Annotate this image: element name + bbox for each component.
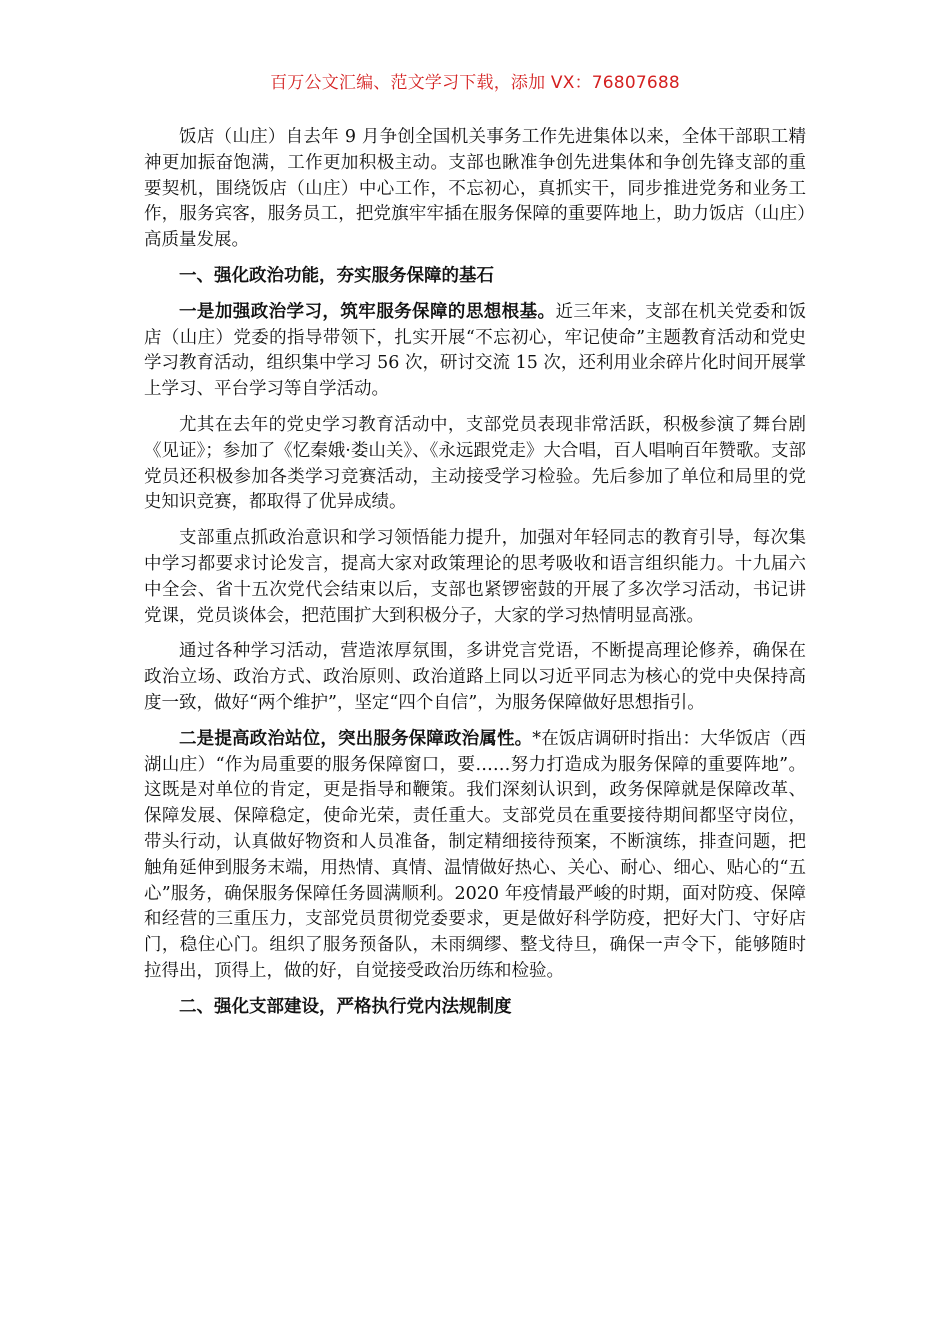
paragraph-text: *在饭店调研时指出：大华饭店（西湖山庄）“作为局重要的服务保障窗口，要……努力打造成为服务保障的重要阵地”。这既是对单位的肯定，更是指导和鞭策。我们深刻认识到，政务保障就是保障改革、保障发展、保障稳定，使命光荣，责任重大。支部党员在重要接待期间都坚守岗位，带头行动，认真做好物资和人员准备，制定精细接待预案，不断演练，排查问题，把触角延伸到服务末端，用热情、真情、温情做好热心、关心、耐心、细心、贴心的“五心”服务，确保服务保障任务圆满顺利。2020 年疫情最严峻的时期，面对防疫、保障和经营的三重压力，支部党员贯彻党委要求，更是做好科学防疫，把好大门、守好店门，稳住心门。组织了服务预备队，未雨绸缪、整戈待旦，确保一声令下，能够随时拉得出，顶得上，做的好，自觉接受政治历练和检验。 bbox=[144, 728, 807, 981]
paragraph-study-activities: 通过各种学习活动，营造浓厚氛围，多讲党言党语，不断提高理论修养，确保在政治立场、政治方式、政治原则、政治道路上同以习近平同志为核心的党中央保持高度一致，做好“两个维护”，坚定“四个自信”，为服务保障做好思想指引。 bbox=[144, 641, 806, 713]
section-heading-1: 一、强化政治功能，夯实服务保障的基石 bbox=[179, 265, 494, 286]
intro-paragraph: 饭店（山庄）自去年 9 月争创全国机关事务工作先进集体以来，全体干部职工精神更加振奋饱满，工作更加积极主动。支部也瞅准争创先进集体和争创先锋支部的重要契机，围绕饭店（山庄）中心工作，不忘初心，真抓实干，同步推进党务和业务工作，服务宾客，服务员工，把党旗牢牢插在服务保障的重要阵地上，助力饭店（山庄）高质量发展。 bbox=[144, 127, 806, 251]
paragraph-political-study bbox=[144, 300, 806, 403]
section-heading-2: 二、强化支部建设，严格执行党内法规制度 bbox=[179, 996, 512, 1017]
paragraph-text: 近三年来，支部在机关党委和饭店（山庄）党委的指导带领下，扎实开展“不忘初心，牢记使命”主题教育活动和党史学习教育活动，组织集中学习 56 次，研讨交流 15 次，还利用业余碎片化时间开展掌上学习、平台学习等自学活动。 bbox=[144, 301, 807, 400]
paragraph-political-stance bbox=[144, 727, 806, 985]
document-body bbox=[144, 125, 806, 1031]
paragraph-lead: 一是加强政治学习，筑牢服务保障的思想根基。 bbox=[179, 301, 556, 322]
paragraph-lead: 二是提高政治站位，突出服务保障政治属性。 bbox=[179, 728, 533, 749]
paragraph-party-history: 尤其在去年的党史学习教育活动中，支部党员表现非常活跃，积极参演了舞台剧《见证》；参加了《忆秦娥·娄山关》、《永远跟党走》大合唱，百人唱响百年赞歌。支部党员还积极参加各类学习竞赛活动，主动接受学习检验。先后参加了单位和局里的党史知识竞赛，都取得了优异成绩。 bbox=[144, 414, 806, 513]
paragraph-study-ability: 支部重点抓政治意识和学习领悟能力提升，加强对年轻同志的教育引导，每次集中学习都要求讨论发言，提高大家对政策理论的思考吸收和语言组织能力。十九届六中全会、省十五次党代会结束以后，支部也紧锣密鼓的开展了多次学习活动，书记讲党课，党员谈体会，把范围扩大到积极分子，大家的学习热情明显高涨。 bbox=[144, 528, 806, 626]
header-banner: 百万公文汇编、范文学习下载，添加 VX：76807688 bbox=[270, 73, 680, 93]
